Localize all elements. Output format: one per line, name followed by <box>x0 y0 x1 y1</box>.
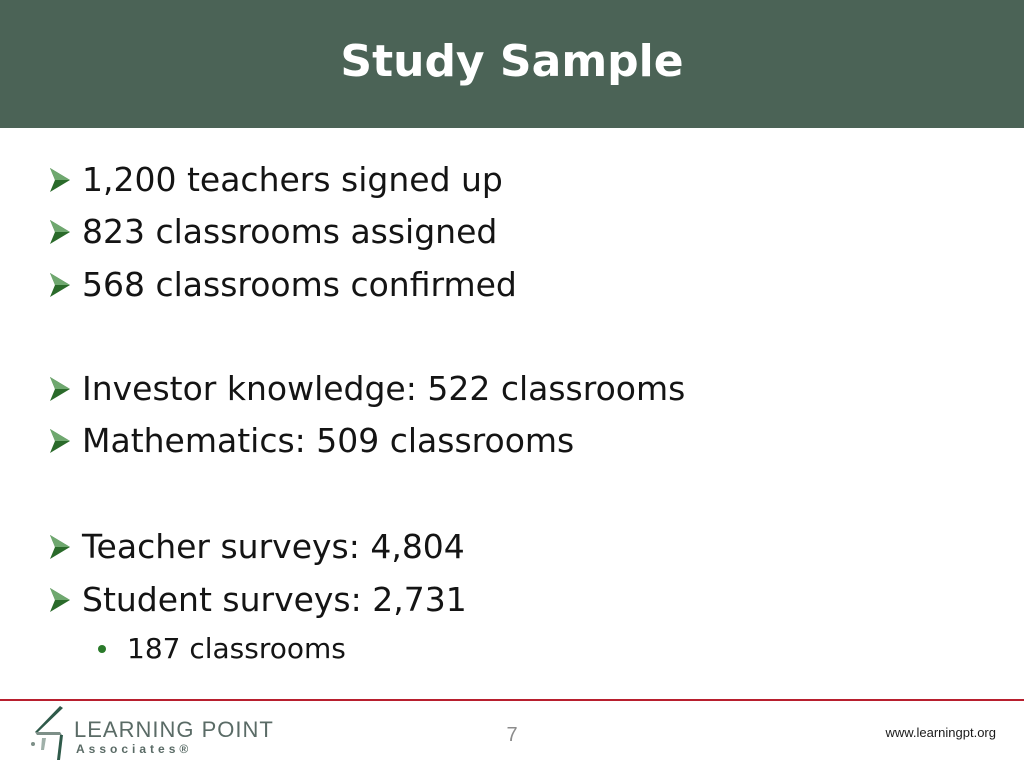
sub-bullet-item <box>98 631 346 667</box>
bullet-text: Student surveys: 2,731 <box>82 580 467 619</box>
bullet-item <box>48 367 685 411</box>
logo-mark-icon <box>30 702 74 762</box>
bullet-item <box>48 578 467 622</box>
bullet-item <box>48 525 465 569</box>
bullet-text: 1,200 teachers signed up <box>82 160 503 199</box>
arrow-bullet-icon <box>48 533 72 561</box>
bullet-item <box>48 210 497 254</box>
dot-bullet-icon <box>98 645 106 653</box>
arrow-bullet-icon <box>48 166 72 194</box>
arrow-bullet-icon <box>48 218 72 246</box>
bullet-text: Investor knowledge: 522 classrooms <box>82 369 686 408</box>
arrow-bullet-icon <box>48 586 72 614</box>
bullet-item <box>48 419 574 463</box>
bullet-text: Teacher surveys: 4,804 <box>82 527 465 566</box>
bullet-text: 823 classrooms assigned <box>82 212 498 251</box>
arrow-bullet-icon <box>48 427 72 455</box>
arrow-bullet-icon <box>48 375 72 403</box>
bullet-item <box>48 158 503 202</box>
bullet-text: Mathematics: 509 classrooms <box>82 421 575 460</box>
website-url: www.learningpt.org <box>885 725 996 740</box>
sub-bullet-text: 187 classrooms <box>127 632 346 665</box>
slide-title: Study Sample <box>340 36 684 87</box>
arrow-bullet-icon <box>48 271 72 299</box>
logo-name: LEARNING POINT <box>74 717 274 742</box>
logo-tagline: Associates® <box>76 742 193 756</box>
footer-divider <box>0 699 1024 701</box>
bullet-item <box>48 263 517 307</box>
bullet-text: 568 classrooms confirmed <box>82 265 517 304</box>
learning-point-logo <box>30 702 274 762</box>
title-banner <box>0 0 1024 128</box>
page-number: 7 <box>506 724 518 746</box>
